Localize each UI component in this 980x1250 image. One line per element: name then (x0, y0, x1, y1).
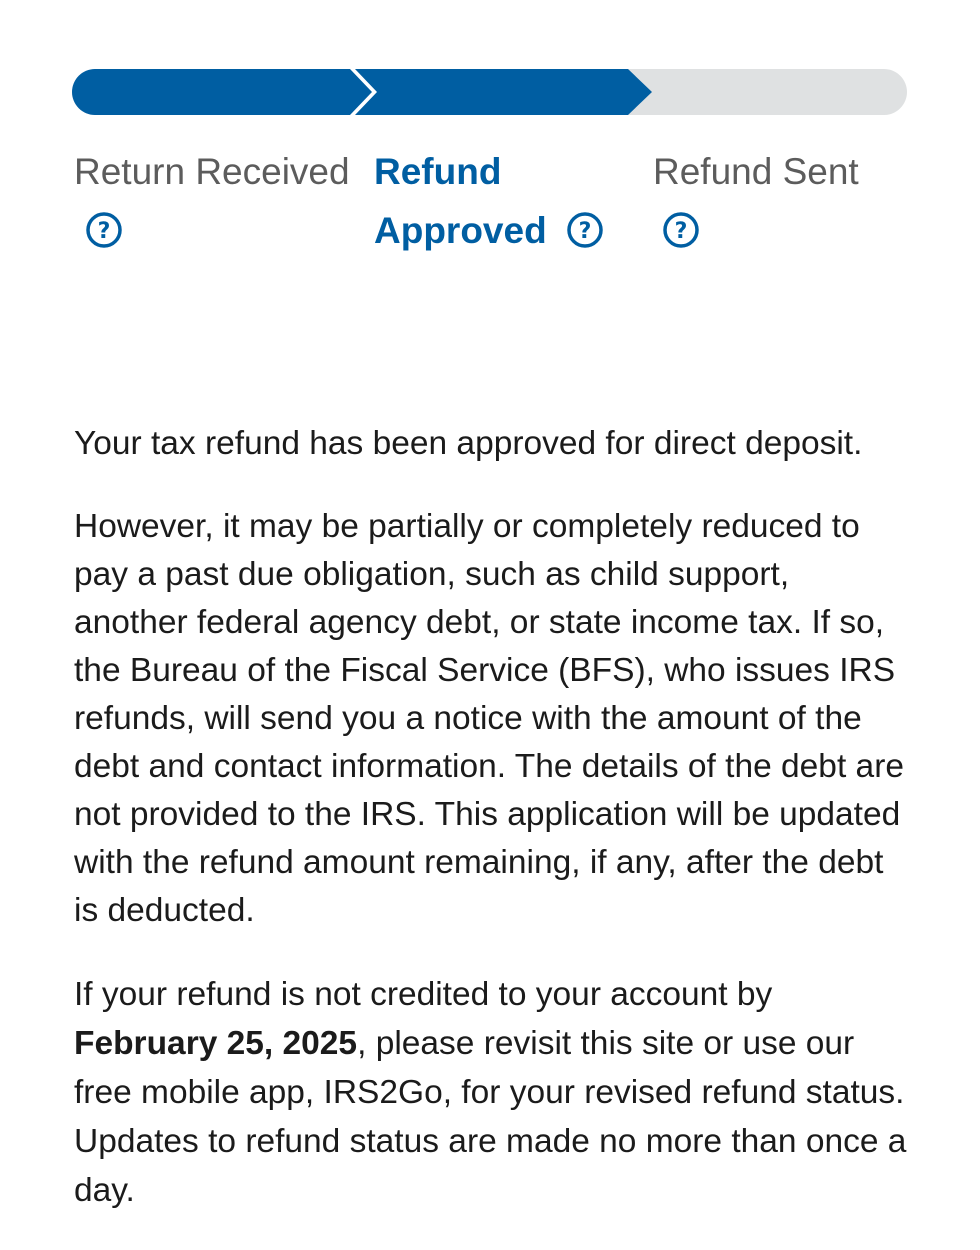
step-label-return-received: Return Received (74, 151, 350, 192)
progress-segment-refund-approved (355, 69, 652, 115)
step-label-refund-approved: Refund Approved (374, 151, 547, 251)
refund-status-message (74, 420, 910, 1215)
progress-bar (72, 68, 908, 116)
deadline-suffix: , please revisit this site or use our free mobile app, IRS2Go, for your revised refund status. Updates to refund status are made no more than once a day. (74, 1025, 907, 1209)
question-circle-icon[interactable] (661, 210, 701, 250)
question-circle-icon[interactable] (565, 210, 605, 250)
deadline-prefix: If your refund is not credited to your account by (74, 976, 773, 1013)
progress-segment-refund-sent (624, 69, 907, 115)
step-refund-sent (653, 142, 913, 260)
approval-message: Your tax refund has been approved for direct deposit. (74, 425, 863, 462)
progress-segment-return-received (72, 69, 372, 115)
svg-text:?: ? (97, 219, 111, 245)
refund-progress-tracker (72, 68, 908, 116)
offset-notice: However, it may be partially or completely reduced to pay a past due obligation, such as child support, another federal agency debt, or state income tax. If so, the Bureau of the Fiscal Service (BFS), who issues IRS refunds, will send you a notice with the amount of the debt and contact information. The details of the debt are not provided to the IRS. This application will be updated with the refund amount remaining, if any, after the debt is deducted. (74, 508, 904, 929)
question-circle-icon[interactable] (84, 210, 124, 250)
svg-text:?: ? (578, 219, 592, 245)
step-return-received (74, 142, 364, 260)
deadline-notice (74, 970, 910, 1215)
deadline-date: February 25, 2025 (74, 1025, 358, 1062)
step-label-refund-sent: Refund Sent (653, 151, 859, 192)
step-refund-approved (374, 142, 624, 260)
svg-text:?: ? (674, 219, 688, 245)
